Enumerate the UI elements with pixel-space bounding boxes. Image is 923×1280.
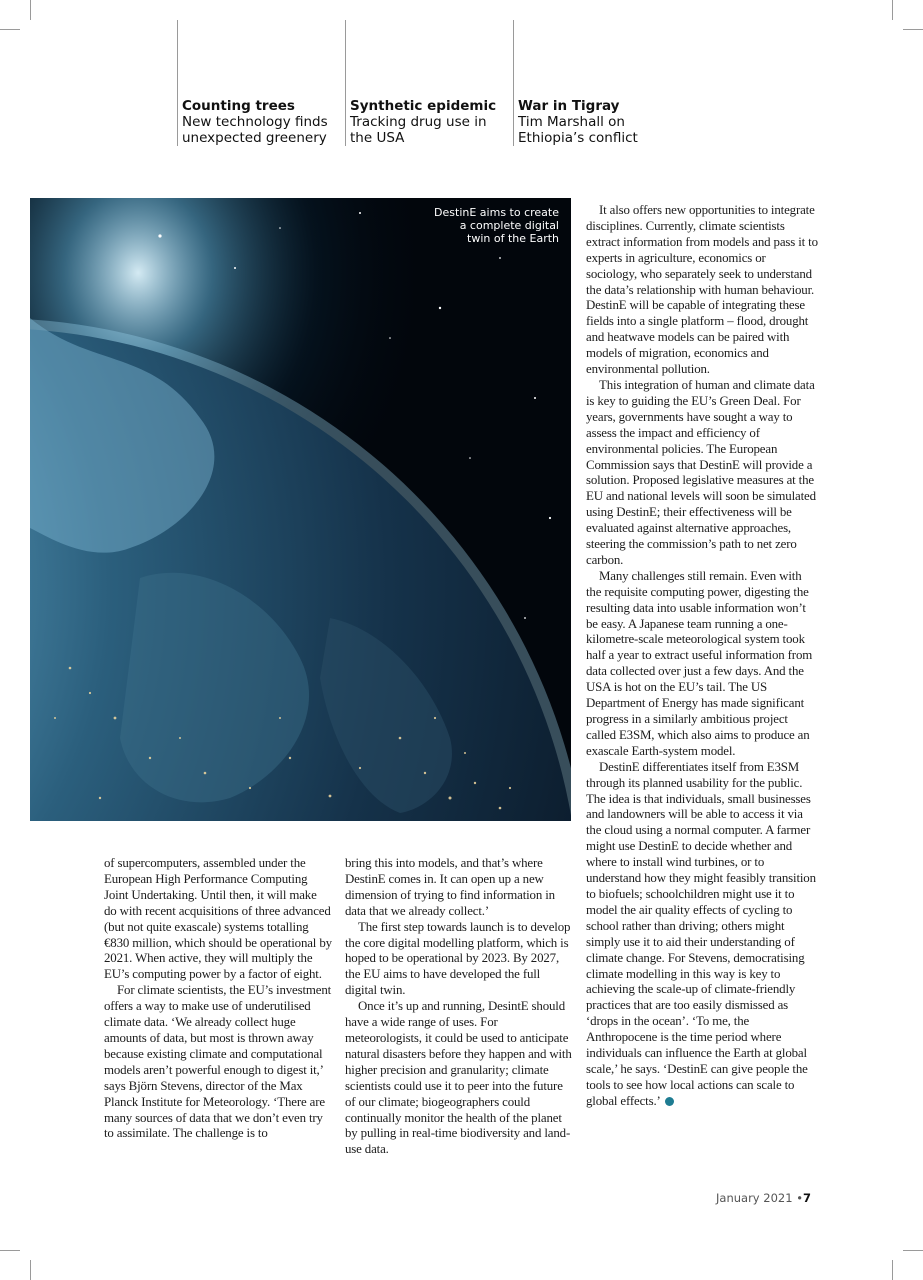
teaser-subtitle: Tim Marshall on [518,114,625,130]
caption-line: a complete digital [459,219,559,232]
teaser-subtitle: Tracking drug use in [350,114,487,130]
teaser-war-in-tigray[interactable] [513,20,678,146]
crop-mark [892,0,893,20]
crop-mark [903,29,923,30]
page-number: 7 [802,1191,811,1205]
crop-mark [0,1250,20,1251]
teaser-title: Counting trees [182,98,295,114]
article-column-3 [586,203,818,1110]
teaser-synthetic-epidemic[interactable] [345,20,510,146]
crop-mark [30,1260,31,1280]
earth-image [30,198,571,821]
end-mark-icon [665,1097,674,1106]
paragraph: This integration of human and climate data is key to guiding the EU’s Green Deal. For years, governments have sought a way to assess the impact and efficiency of environmental policies. The European Commission says that DestinE will provide a solution. Proposed legislative measures at the EU and national levels will soon be simulated using DestinE; their effectiveness will be evaluated against alternative approaches, steering the commission’s path to net zero carbon. [586,377,816,567]
paragraph: Many challenges still remain. Even with the requisite computing power, digesting the resulting data into usable information won’t be easy. A Japanese team running a one-kilometre-scale meteorological system took half a year to extract useful information from data collected over just a few days. And the USA is hot on the EU’s tail. The US Department of Energy has made significant progress in a similarly ambitious project called E3SM, which also aims to produce an exascale Earth-system model. [586,568,813,758]
article-column-2 [345,856,573,1158]
teaser-title: Synthetic epidemic [350,98,497,114]
teaser-subtitle: New technology finds [182,114,328,130]
paragraph: It also offers new opportunities to integrate disciplines. Currently, climate scientists extract information from models and pass it to experts in agriculture, economics or sociology, who separately seek to understand the data’s relationship with human behaviour. DestinE will be capable of integrating these fields into a single platform – flood, drought and heatwave models can be paired with models of migration, economics and environmental pollution. [586,203,818,377]
crop-mark [892,1260,893,1280]
teaser-counting-trees[interactable] [177,20,342,146]
folio-date: January 2021 [716,1191,793,1205]
crop-mark [0,29,20,30]
article-column-1 [104,856,332,1142]
caption-line: DestinE aims to create [434,206,559,219]
paragraph: The first step towards launch is to develop the core digital modelling platform, which is hoped to be operational by 2023. By 2027, the EU aims to have developed the full digital twin. [345,919,571,998]
folio [716,1191,811,1205]
paragraph: of supercomputers, assembled under the European High Performance Computing Joint Undertaking. Until then, it will make do with recent acquisitions of three advanced (but not quite exascale) systems totalling €830 million, which should be operational by 2021. When active, they will multiply the EU’s computing power by a factor of eight. [104,856,332,982]
figure-caption [399,206,559,245]
teaser-subtitle: unexpected greenery [182,130,327,146]
teaser-subtitle: Ethiopia’s conflict [518,130,638,146]
caption-line: twin of the Earth [467,232,559,245]
teaser-subtitle: the USA [350,130,405,146]
paragraph: DestinE differentiates itself from E3SM through its planned usability for the public. The idea is that individuals, small businesses and landowners will be able to access it via the cloud using a normal computer. A farmer might use DestinE to decide whether and where to install wind turbines, or to understand how they might feasibly transition to biofuels; schoolchildren might use it to model the air quality effects of cycling to school rather than driving; others might simply use it to aid their understanding of climate change. For Stevens, democratising climate modelling in this way is key to achieving the scale-up of climate-friendly practices that are too easily dismissed as ‘drops in the ocean’. ‘To me, the Anthropocene is the time period where individuals can influence the Earth at global scale,’ he says. ‘DestinE can give people the tools to see how local actions can scale to global effects.’ [586,759,816,1108]
crop-mark [903,1250,923,1251]
paragraph: Once it’s up and running, DesintE should have a wide range of uses. For meteorologists, it could be used to anticipate natural disasters before they happen and with higher precision and granularity; climate scientists could use it to peer into the future of our climate; biogeographers could continually monitor the health of the planet by pulling in real-time biodiversity and land-use data. [345,999,572,1157]
earth-illustration [30,198,571,821]
paragraph: bring this into models, and that’s where DestinE comes in. It can open up a new dimension of trying to find information in data that we already collect.’ [345,856,555,918]
folio-separator: • [796,1191,803,1205]
teaser-title: War in Tigray [518,98,620,114]
crop-mark [30,0,31,20]
paragraph: For climate scientists, the EU’s investment offers a way to make use of underutilised climate data. ‘We already collect huge amounts of data, but most is thrown away because existing climate and computational models aren’t powerful enough to digest it,’ says Björn Stevens, director of the Max Planck Institute for Meteorology. ‘There are many sources of data that we don’t even try to assimilate. The challenge is to [104,983,332,1141]
